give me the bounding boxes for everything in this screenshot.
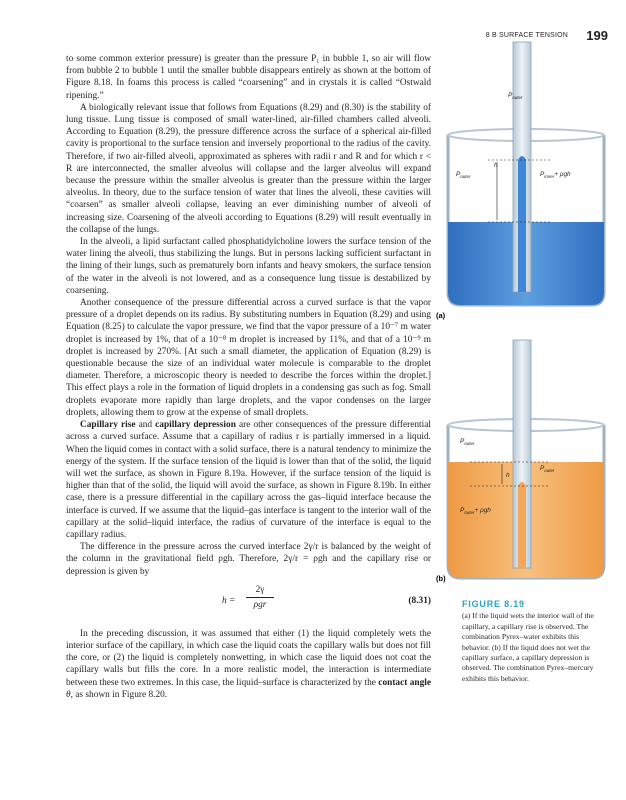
term-contact-angle: contact angle <box>378 677 431 688</box>
body-text <box>66 53 431 701</box>
paragraph: Another consequence of the pressure differential across a curved surface is that the vapor pressure of a droplet depends on its radius. By substituting numbers in Equation (8.29) and using Equation (8.25) to calculate the vapor pressure, we find that the vapor pressure of a 10⁻⁷ m water droplet is increased by 1%, that of a 10⁻⁸ m droplet is increased by 11%, and that of a 10⁻⁹ m droplet is increased by 270%. [At such a small diameter, the application of Equation (8.29) is questionable because the size of an individual water molecule is comparable to the droplet diameter. Therefore, a microscopic theory is needed to describe the forces within the droplet.] This effect plays a role in the formation of liquid droplets in a condensing gas such as fog. Small droplets evaporate more rapidly than large droplets, and the vapor condenses on the larger droplets, allowing them to grow at the expense of small droplets. <box>66 298 431 418</box>
label-p-bottom-b: $P_{outer}+ \rho gh$ <box>460 507 491 515</box>
equation-denominator: ρgr <box>253 599 267 610</box>
paragraph <box>66 419 431 541</box>
label-p-outer-top-a: $P_{outer}$ <box>508 92 523 100</box>
label-p-inner-a: $P_{inner}+ \rho gh$ <box>540 171 571 179</box>
panel-label-b: (b) <box>436 574 446 583</box>
paragraph: A biologically relevant issue that follows from Equations (8.29) and (8.30) is the stability of lung tissue. Lung tissue is composed of small water-lined, air-filled chambers called alveoli. According to Equation (8.29), the pressure difference across the surface of a spherical air-filled cavity is proportional to the surface tension and inversely proportional to the radius of the cavity. Therefore, if two air-filled alveoli, approximated as spheres with radii r and R and for which r < R are interconnected, the smaller alveolus will collapse and the larger alveolus will expand because the pressure within the smaller alveolus is greater than the pressure within the larger alveolus. In theory, due to the surface tension of water that lines the alveoli, these cavities will “coarsen” as smaller alveoli collapse, leaving an ever diminishing number of alveoli of increasing size. Coarsening of the alveoli according to Equations (8.29) will result eventually in the collapse of the lungs. <box>66 102 431 235</box>
caption-text: (a) If the liquid wets the interior wall of the capillary, a capillary rise is observed. The combination Pyrex–water exhibits this behavior. (b) If the liquid does not wet the capillary surface, a capillary depression is observed. The combination Pyrex–mercury exhibits this behavior. <box>462 611 594 683</box>
panel-label-a: (a) <box>436 311 446 320</box>
theta-symbol: θ <box>66 689 71 700</box>
label-p-outer-left-b: $P_{outer}$ <box>460 438 475 446</box>
term-connector: and <box>135 420 156 431</box>
paragraph <box>66 628 431 701</box>
equation-8-31 <box>66 582 431 622</box>
capillary-column-a <box>518 160 526 292</box>
equation-fraction <box>246 584 274 611</box>
figure-8-19 <box>436 40 610 600</box>
beaker-b <box>448 340 604 578</box>
paragraph: In the alveoli, a lipid surfactant called phosphatidylcholine lowers the surface tension of the water lining the alveoli, thus stabilizing the lungs. But in persons lacking sufficient surfactant in the lining of their lungs, such as prematurely born infants and heavy smokers, the surface tension of the water in the alveoli is not lowered, and as a consequence lung tissue is destabilized by coarsening. <box>66 237 431 296</box>
equation-lhs: h = <box>222 595 236 606</box>
equation-numerator: 2γ <box>246 584 274 598</box>
term-capillary-depression: capillary depression <box>155 420 236 431</box>
term-capillary-rise: Capillary rise <box>80 420 136 431</box>
figure-illustration <box>436 40 610 600</box>
label-p-outer-left-a: $P_{outer}$ <box>456 171 471 179</box>
label-h-b: h <box>506 472 510 479</box>
label-h-a: h <box>494 162 498 169</box>
running-title: 8 B SURFACE TENSION <box>485 32 568 39</box>
page-number: 199 <box>586 28 608 43</box>
label-p-outer-top-b: $P_{outer}$ <box>540 465 555 473</box>
caption-title: FIGURE 8.19 <box>462 599 525 609</box>
figure-caption <box>462 599 602 684</box>
capillary-column-b <box>518 486 526 568</box>
paragraph: to some common exterior pressure) is greater than the pressure P₁ in bubble 1, so air will flow from bubble 2 to bubble 1 until the smaller bubble disappears entirely as shown at the bottom of Figure 8.18. In foams this process is called “coarsening” and in crystals it is called “Ostwald ripening.” <box>66 54 431 101</box>
beaker-a <box>448 42 604 305</box>
paragraph: The difference in the pressure across the curved interface 2γ/r is balanced by the weight of the column in the gravitational field ρgh. Therefore, 2γ/r = ρgh and the capillary rise or depression is given by <box>66 542 431 577</box>
paragraph-rest: are other consequences of the pressure differential across a curved surface. Assume that a capillary of radius r is partially immersed in a liquid. When the liquid comes in contact with a solid surface, there is a natural tendency to minimize the energy of the system. If the surface tension of the liquid is lower than that of the solid, the liquid will wet the surface, as shown in Figure 8.19a. However, if the surface tension of the liquid is higher than that of the solid, the liquid will avoid the surface, as shown in Figure 8.19b. In either case, there is a pressure differential in the capillary across the gas–liquid interface because the interface is curved. If we assume that the liquid–gas interface is tangent to the interior wall of the capillary at the solid–liquid interface, the radius of curvature of the interface is equal to the capillary radius. <box>66 420 431 540</box>
equation-number: (8.31) <box>408 595 431 606</box>
paragraph-text: In the preceding discussion, it was assumed that either (1) the liquid completely wets the interior surface of the capillary, in which case the liquid coats the capillary walls but does not fill the core, or (2) the liquid is completely nonwetting, in which case the liquid does not coat the capillary walls but fills the core. In a more realistic model, the interaction is intermediate between these two extremes. In this case, the liquid–surface is characterized by the <box>66 628 431 688</box>
paragraph-end: , as shown in Figure 8.20. <box>70 689 168 700</box>
